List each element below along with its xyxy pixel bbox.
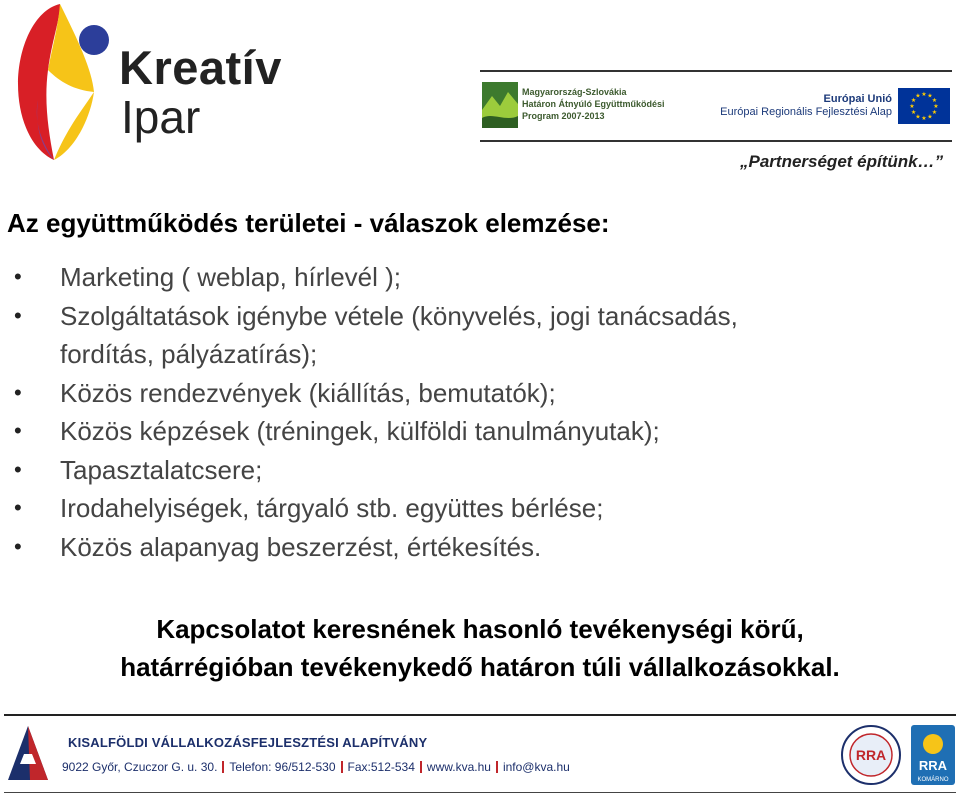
- bullet-dot: •: [14, 264, 22, 289]
- svg-text:★: ★: [915, 113, 921, 121]
- list-item: [0, 412, 960, 451]
- rra-komarno-badge-icon: [910, 724, 956, 786]
- logo-wordmark-line2: Ipar: [121, 91, 201, 143]
- bullet-dot: •: [14, 302, 22, 328]
- svg-text:★: ★: [921, 91, 927, 98]
- badge-2-label: RRA: [918, 758, 948, 773]
- closing-line-2: határrégióban tevékenykedő határon túli vállalkozásokkal.: [120, 652, 840, 682]
- footer-fax: Fax:512-534: [347, 760, 415, 774]
- list-item-text: Irodahelyiségek, tárgyaló stb. együttes bérlése;: [60, 493, 604, 523]
- eu-fund: Európai Regionális Fejlesztési Alap: [720, 106, 892, 118]
- bullet-dot: •: [14, 456, 22, 482]
- list-item: [0, 374, 960, 413]
- svg-text:★: ★: [931, 109, 938, 116]
- rra-gyor-badge-icon: [840, 724, 902, 786]
- section-title: Az együttműködés területei - válaszok elemzése:: [7, 208, 610, 238]
- svg-text:★: ★: [927, 113, 933, 121]
- badge-2-sublabel: KOMÁRNO: [917, 777, 949, 783]
- closing-line-1: Kapcsolatot keresnének hasonló tevékenységi körű,: [156, 614, 804, 644]
- footer-email-link[interactable]: info@kva.hu: [502, 760, 570, 774]
- eu-flag-icon: [898, 88, 950, 124]
- bullet-dot: •: [14, 379, 22, 405]
- programme-logo-icon: [482, 82, 518, 128]
- bullet-list: [0, 258, 960, 566]
- programme-text: [522, 86, 665, 122]
- separator: [496, 761, 498, 773]
- footer-web-link[interactable]: www.kva.hu: [426, 760, 491, 774]
- badge-1-label: RRA: [855, 747, 887, 763]
- list-item: [0, 451, 960, 490]
- svg-text:★: ★: [933, 103, 939, 110]
- kreativ-ipar-logo-mark: [4, 0, 116, 168]
- bullet-dot: •: [14, 418, 22, 443]
- footer-contact: [62, 760, 570, 774]
- bullet-dot: •: [14, 533, 22, 559]
- list-item-text: fordítás, pályázatírás);: [60, 339, 318, 369]
- list-item-text: Tapasztalatcsere;: [60, 454, 263, 485]
- list-item: [0, 489, 960, 528]
- svg-text:★: ★: [910, 97, 917, 104]
- footer-divider-bottom: [4, 792, 956, 793]
- programme-line-1: Magyarország-Szlovákia: [522, 87, 627, 97]
- footer-phone: Telefon: 96/512-530: [229, 760, 336, 774]
- bullet-dot: •: [14, 495, 22, 520]
- svg-text:★: ★: [931, 97, 938, 104]
- logo-wordmark-line1: Kreatív: [119, 41, 282, 94]
- list-item: [0, 297, 960, 336]
- list-item: [0, 528, 960, 567]
- header-divider-bottom: [480, 140, 952, 142]
- svg-text:★: ★: [909, 103, 915, 110]
- list-item-text: Közös képzések (tréningek, külföldi tanulmányutak);: [60, 416, 660, 446]
- closing-statement: [0, 610, 960, 686]
- programme-line-2: Határon Átnyúló Együttműködési: [522, 99, 665, 109]
- svg-text:★: ★: [921, 115, 927, 122]
- header-divider-top: [480, 70, 952, 72]
- list-item: [0, 258, 960, 297]
- list-item-text: Közös alapanyag beszerzést, értékesítés.: [60, 531, 542, 562]
- list-item-text: Közös rendezvények (kiállítás, bemutatók);: [60, 377, 556, 408]
- svg-text:★: ★: [915, 92, 921, 100]
- separator: [222, 761, 224, 773]
- list-item-text: Marketing ( weblap, hírlevél );: [60, 262, 402, 292]
- footer-address: 9022 Győr, Czuczor G. u. 30.: [62, 760, 218, 774]
- kva-logo-icon: [6, 724, 50, 782]
- footer-divider-top: [4, 714, 956, 716]
- svg-text:★: ★: [910, 109, 917, 116]
- footer-org-name: KISALFÖLDI VÁLLALKOZÁSFEJLESZTÉSI ALAPÍTVÁNY: [68, 735, 428, 750]
- programme-line-3: Program 2007-2013: [522, 111, 605, 121]
- separator: [420, 761, 422, 773]
- slogan: „Partnerséget építünk…”: [740, 152, 944, 171]
- svg-text:★: ★: [927, 92, 933, 100]
- eu-text: [720, 93, 892, 119]
- eu-title: Európai Unió: [823, 93, 892, 105]
- list-item-text: Szolgáltatások igénybe vétele (könyvelés, jogi tanácsadás,: [60, 300, 738, 331]
- separator: [341, 761, 343, 773]
- list-item-continuation: [0, 335, 960, 374]
